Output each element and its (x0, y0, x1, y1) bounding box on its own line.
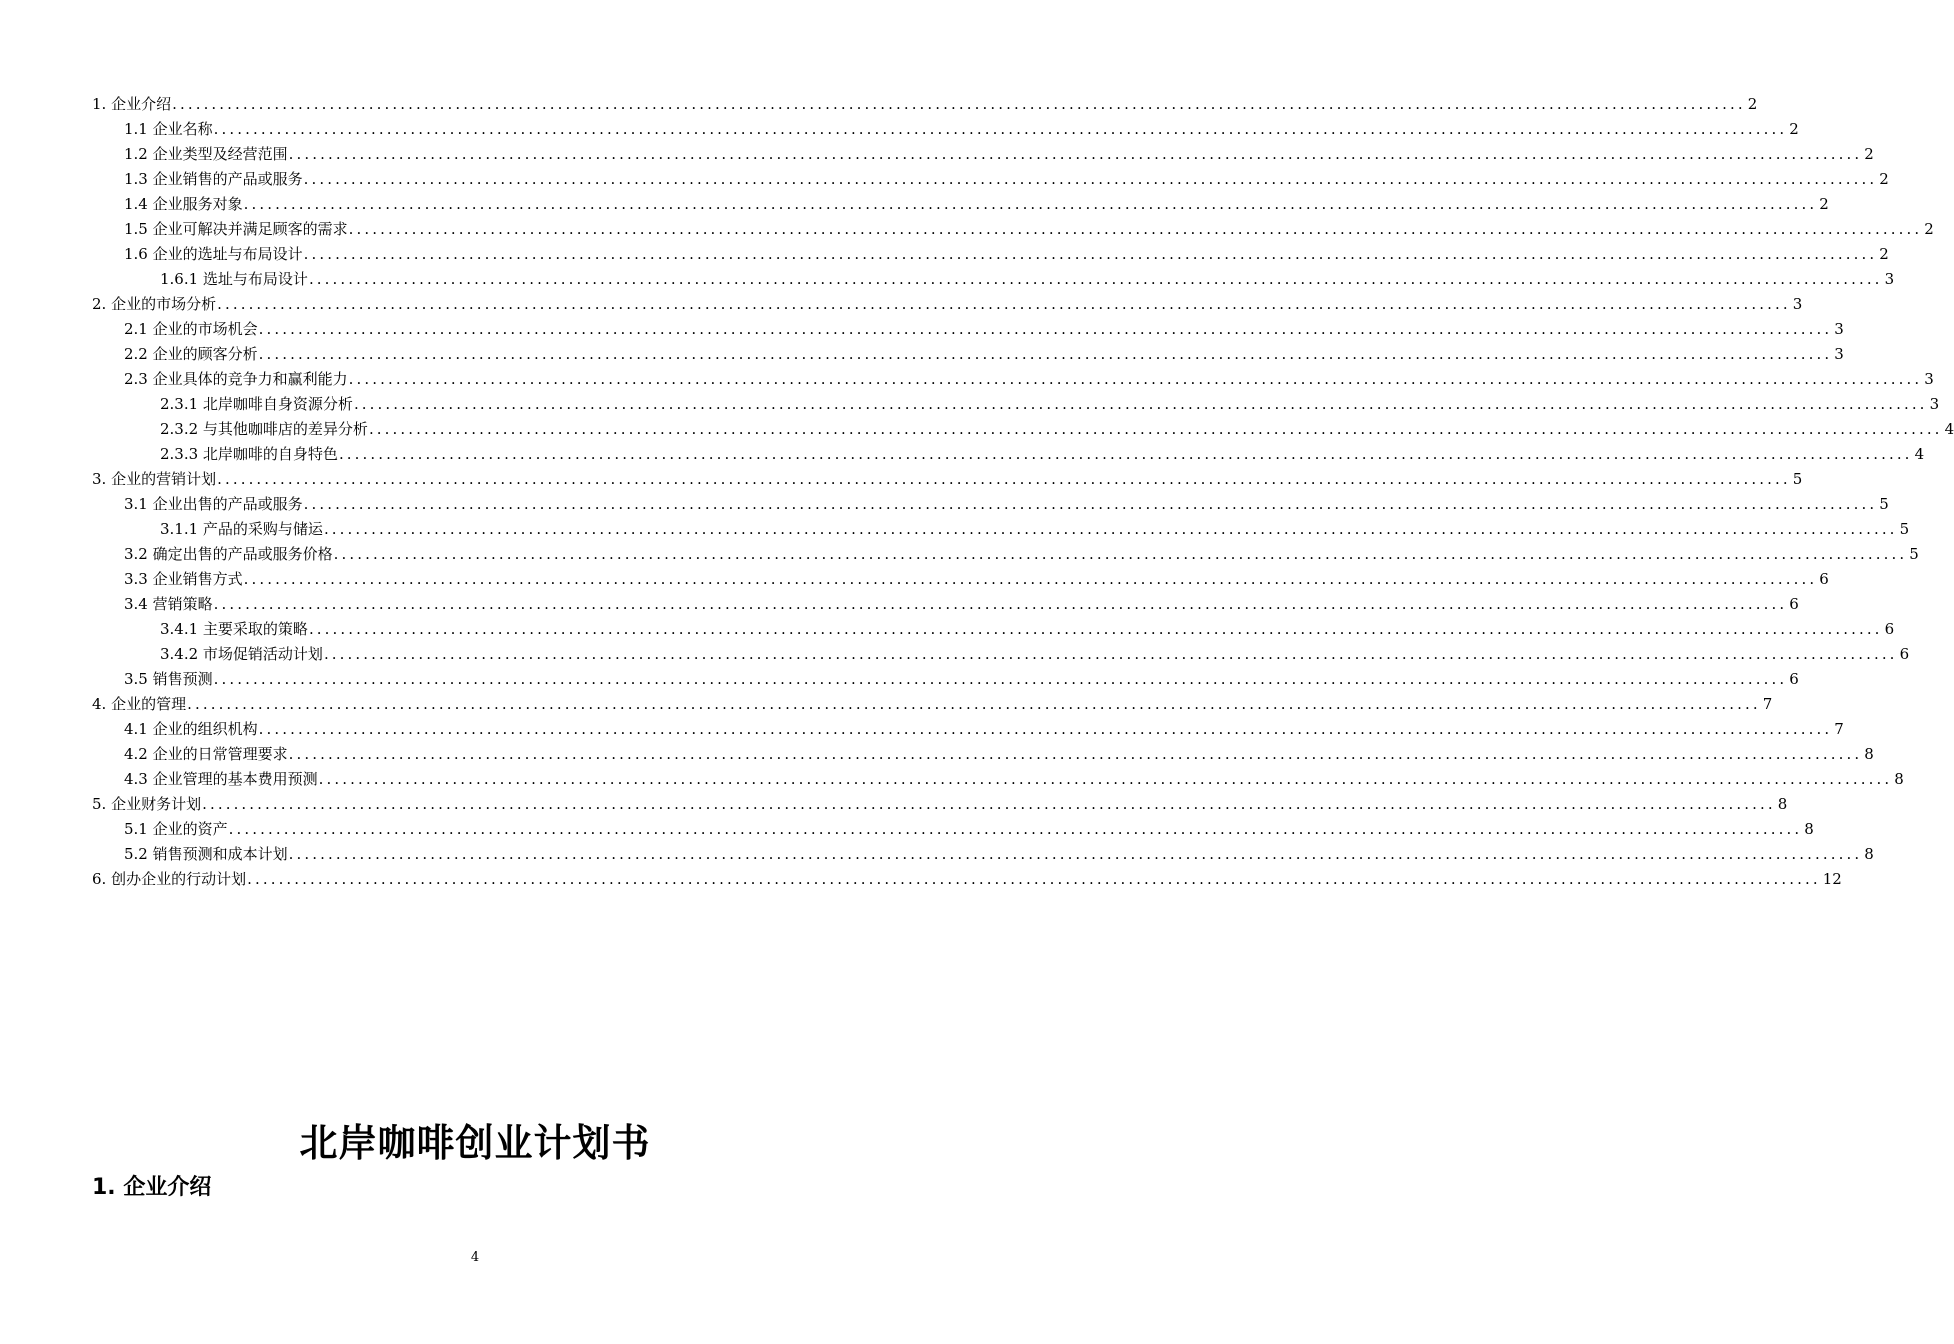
toc-entry-title: 2.3.3 北岸咖啡的自身特色 (160, 445, 338, 463)
toc-entry-title: 3. 企业的营销计划 (92, 470, 217, 488)
toc-leader-dots: ........................................................................................................................................................................................................ (258, 345, 1833, 363)
toc-entry-title: 2.3 企业具体的竞争力和赢利能力 (124, 370, 348, 388)
toc-entry[interactable] (92, 142, 1874, 167)
toc-leader-dots: ........................................................................................................................................................................................................ (303, 495, 1878, 513)
toc-entry-title: 5. 企业财务计划 (92, 795, 202, 813)
toc-leader-dots: ........................................................................................................................................................................................................ (243, 195, 1818, 213)
toc-entry-page: 2 (1879, 245, 1889, 263)
toc-leader-dots: ........................................................................................................................................................................................................ (338, 445, 1913, 463)
toc-entry[interactable] (92, 792, 1788, 817)
toc-entry[interactable] (92, 742, 1874, 767)
page-number: 4 (470, 1250, 480, 1265)
toc-entry[interactable] (92, 167, 1889, 192)
toc-leader-dots: ........................................................................................................................................................................................................ (202, 795, 1776, 813)
toc-entry-page: 6 (1789, 595, 1799, 613)
toc-entry-title: 3.1 企业出售的产品或服务 (124, 495, 303, 513)
toc-entry[interactable] (92, 92, 1758, 117)
toc-entry[interactable] (92, 592, 1799, 617)
toc-leader-dots: ........................................................................................................................................................................................................ (228, 820, 1803, 838)
toc-entry-title: 4. 企业的管理 (92, 695, 187, 713)
toc-entry[interactable] (92, 717, 1844, 742)
toc-entry-page: 8 (1777, 795, 1788, 813)
toc-leader-dots: ........................................................................................................................................................................................................ (333, 545, 1908, 563)
toc-entry[interactable] (92, 517, 1910, 542)
toc-entry[interactable] (92, 317, 1844, 342)
toc-leader-dots: ........................................................................................................................................................................................................ (217, 295, 1791, 313)
document-title: 北岸咖啡创业计划书 (299, 1121, 651, 1165)
toc-entry-title: 3.5 销售预测 (124, 670, 213, 688)
toc-leader-dots: ........................................................................................................................................................................................................ (258, 320, 1833, 338)
toc-entry-page: 3 (1884, 270, 1895, 288)
toc-entry[interactable] (92, 467, 1803, 492)
toc-leader-dots: ........................................................................................................................................................................................................ (288, 845, 1863, 863)
toc-entry-page: 6 (1819, 570, 1829, 588)
toc-entry-title: 1.1 企业名称 (124, 120, 213, 138)
toc-entry[interactable] (92, 767, 1904, 792)
toc-entry[interactable] (92, 417, 1954, 442)
toc-entry-page: 8 (1864, 845, 1874, 863)
toc-leader-dots: ........................................................................................................................................................................................................ (303, 170, 1878, 188)
toc-leader-dots: ........................................................................................................................................................................................................ (247, 870, 1821, 888)
toc-entry-page: 8 (1804, 820, 1814, 838)
toc-entry-title: 2.1 企业的市场机会 (124, 320, 258, 338)
toc-leader-dots: ........................................................................................................................................................................................................ (213, 120, 1788, 138)
toc-leader-dots: ........................................................................................................................................................................................................ (308, 620, 1883, 638)
toc-entry[interactable] (92, 117, 1799, 142)
toc-entry-page: 6 (1899, 645, 1910, 663)
toc-entry-page: 3 (1834, 345, 1844, 363)
toc-entry-title: 3.4.2 市场促销活动计划 (160, 645, 323, 663)
toc-entry[interactable] (92, 292, 1803, 317)
toc-entry-title: 6. 创办企业的行动计划 (92, 870, 247, 888)
toc-entry[interactable] (92, 617, 1895, 642)
toc-leader-dots: ........................................................................................................................................................................................................ (348, 220, 1923, 238)
toc-entry-title: 3.4.1 主要采取的策略 (160, 620, 308, 638)
toc-entry-title: 2.2 企业的顾客分析 (124, 345, 258, 363)
toc-entry[interactable] (92, 567, 1829, 592)
toc-leader-dots: ........................................................................................................................................................................................................ (368, 420, 1943, 438)
toc-leader-dots: ........................................................................................................................................................................................................ (323, 520, 1898, 538)
toc-leader-dots: ........................................................................................................................................................................................................ (348, 370, 1923, 388)
toc-entry-title: 3.2 确定出售的产品或服务价格 (124, 545, 333, 563)
toc-entry-page: 5 (1792, 470, 1803, 488)
toc-entry-page: 2 (1789, 120, 1799, 138)
toc-leader-dots: ........................................................................................................................................................................................................ (213, 595, 1788, 613)
toc-entry[interactable] (92, 817, 1814, 842)
toc-entry[interactable] (92, 342, 1844, 367)
toc-entry-title: 2.3.1 北岸咖啡自身资源分析 (160, 395, 353, 413)
toc-entry-page: 3 (1834, 320, 1844, 338)
toc-entry-page: 3 (1929, 395, 1940, 413)
toc-entry-title: 4.1 企业的组织机构 (124, 720, 258, 738)
toc-entry[interactable] (92, 667, 1799, 692)
toc-leader-dots: ........................................................................................................................................................................................................ (288, 145, 1863, 163)
toc-leader-dots: ........................................................................................................................................................................................................ (288, 745, 1863, 763)
toc-entry[interactable] (92, 542, 1919, 567)
toc-entry-title: 1.3 企业销售的产品或服务 (124, 170, 303, 188)
toc-leader-dots: ........................................................................................................................................................................................................ (258, 720, 1833, 738)
toc-entry[interactable] (92, 192, 1829, 217)
toc-entry-page: 4 (1914, 445, 1925, 463)
section-heading: 1. 企业介绍 (92, 1175, 212, 1200)
toc-entry[interactable] (92, 267, 1895, 292)
toc-entry-title: 1.6.1 选址与布局设计 (160, 270, 308, 288)
toc-entry-title: 2.3.2 与其他咖啡店的差异分析 (160, 420, 368, 438)
toc-leader-dots: ........................................................................................................................................................................................................ (323, 645, 1898, 663)
toc-entry-title: 2. 企业的市场分析 (92, 295, 217, 313)
toc-entry-page: 4 (1944, 420, 1954, 438)
toc-entry[interactable] (92, 392, 1940, 417)
toc-entry-page: 5 (1899, 520, 1910, 538)
toc-entry-page: 2 (1747, 95, 1758, 113)
toc-entry-title: 1.2 企业类型及经营范围 (124, 145, 288, 163)
toc-entry-title: 5.2 销售预测和成本计划 (124, 845, 288, 863)
toc-entry-page: 5 (1909, 545, 1919, 563)
toc-entry-page: 8 (1894, 770, 1904, 788)
toc-entry[interactable] (92, 442, 1925, 467)
toc-entry-title: 1.4 企业服务对象 (124, 195, 243, 213)
toc-leader-dots: ........................................................................................................................................................................................................ (172, 95, 1746, 113)
toc-leader-dots: ........................................................................................................................................................................................................ (353, 395, 1928, 413)
toc-entry-title: 1. 企业介绍 (92, 95, 172, 113)
toc-entry[interactable] (92, 242, 1889, 267)
toc-entry-title: 5.1 企业的资产 (124, 820, 228, 838)
toc-entry-title: 1.5 企业可解决并满足顾客的需求 (124, 220, 348, 238)
toc-entry-title: 3.1.1 产品的采购与储运 (160, 520, 323, 538)
toc-leader-dots: ........................................................................................................................................................................................................ (187, 695, 1761, 713)
toc-leader-dots: ........................................................................................................................................................................................................ (318, 770, 1893, 788)
toc-leader-dots: ........................................................................................................................................................................................................ (308, 270, 1883, 288)
toc-entry[interactable] (92, 642, 1910, 667)
toc-entry[interactable] (92, 492, 1889, 517)
toc-entry-page: 12 (1822, 870, 1842, 888)
toc-entry-title: 3.4 营销策略 (124, 595, 213, 613)
toc-leader-dots: ........................................................................................................................................................................................................ (303, 245, 1878, 263)
toc-entry[interactable] (92, 367, 1934, 392)
toc-entry[interactable] (92, 867, 1842, 892)
toc-entry-page: 3 (1792, 295, 1803, 313)
toc-entry-page: 5 (1879, 495, 1889, 513)
table-of-contents (92, 92, 1954, 892)
toc-entry[interactable] (92, 692, 1773, 717)
toc-entry[interactable] (92, 217, 1934, 242)
toc-entry-page: 2 (1924, 220, 1934, 238)
toc-entry-title: 4.2 企业的日常管理要求 (124, 745, 288, 763)
toc-entry-page: 7 (1834, 720, 1844, 738)
toc-entry-page: 3 (1924, 370, 1934, 388)
toc-leader-dots: ........................................................................................................................................................................................................ (243, 570, 1818, 588)
toc-entry-page: 6 (1789, 670, 1799, 688)
toc-entry-page: 2 (1879, 170, 1889, 188)
toc-entry-page: 2 (1819, 195, 1829, 213)
toc-entry-page: 7 (1762, 695, 1773, 713)
toc-entry-title: 4.3 企业管理的基本费用预测 (124, 770, 318, 788)
toc-entry-title: 1.6 企业的选址与布局设计 (124, 245, 303, 263)
toc-entry[interactable] (92, 842, 1874, 867)
toc-entry-page: 8 (1864, 745, 1874, 763)
toc-entry-title: 3.3 企业销售方式 (124, 570, 243, 588)
toc-leader-dots: ........................................................................................................................................................................................................ (217, 470, 1791, 488)
toc-leader-dots: ........................................................................................................................................................................................................ (213, 670, 1788, 688)
toc-entry-page: 2 (1864, 145, 1874, 163)
toc-entry-page: 6 (1884, 620, 1895, 638)
